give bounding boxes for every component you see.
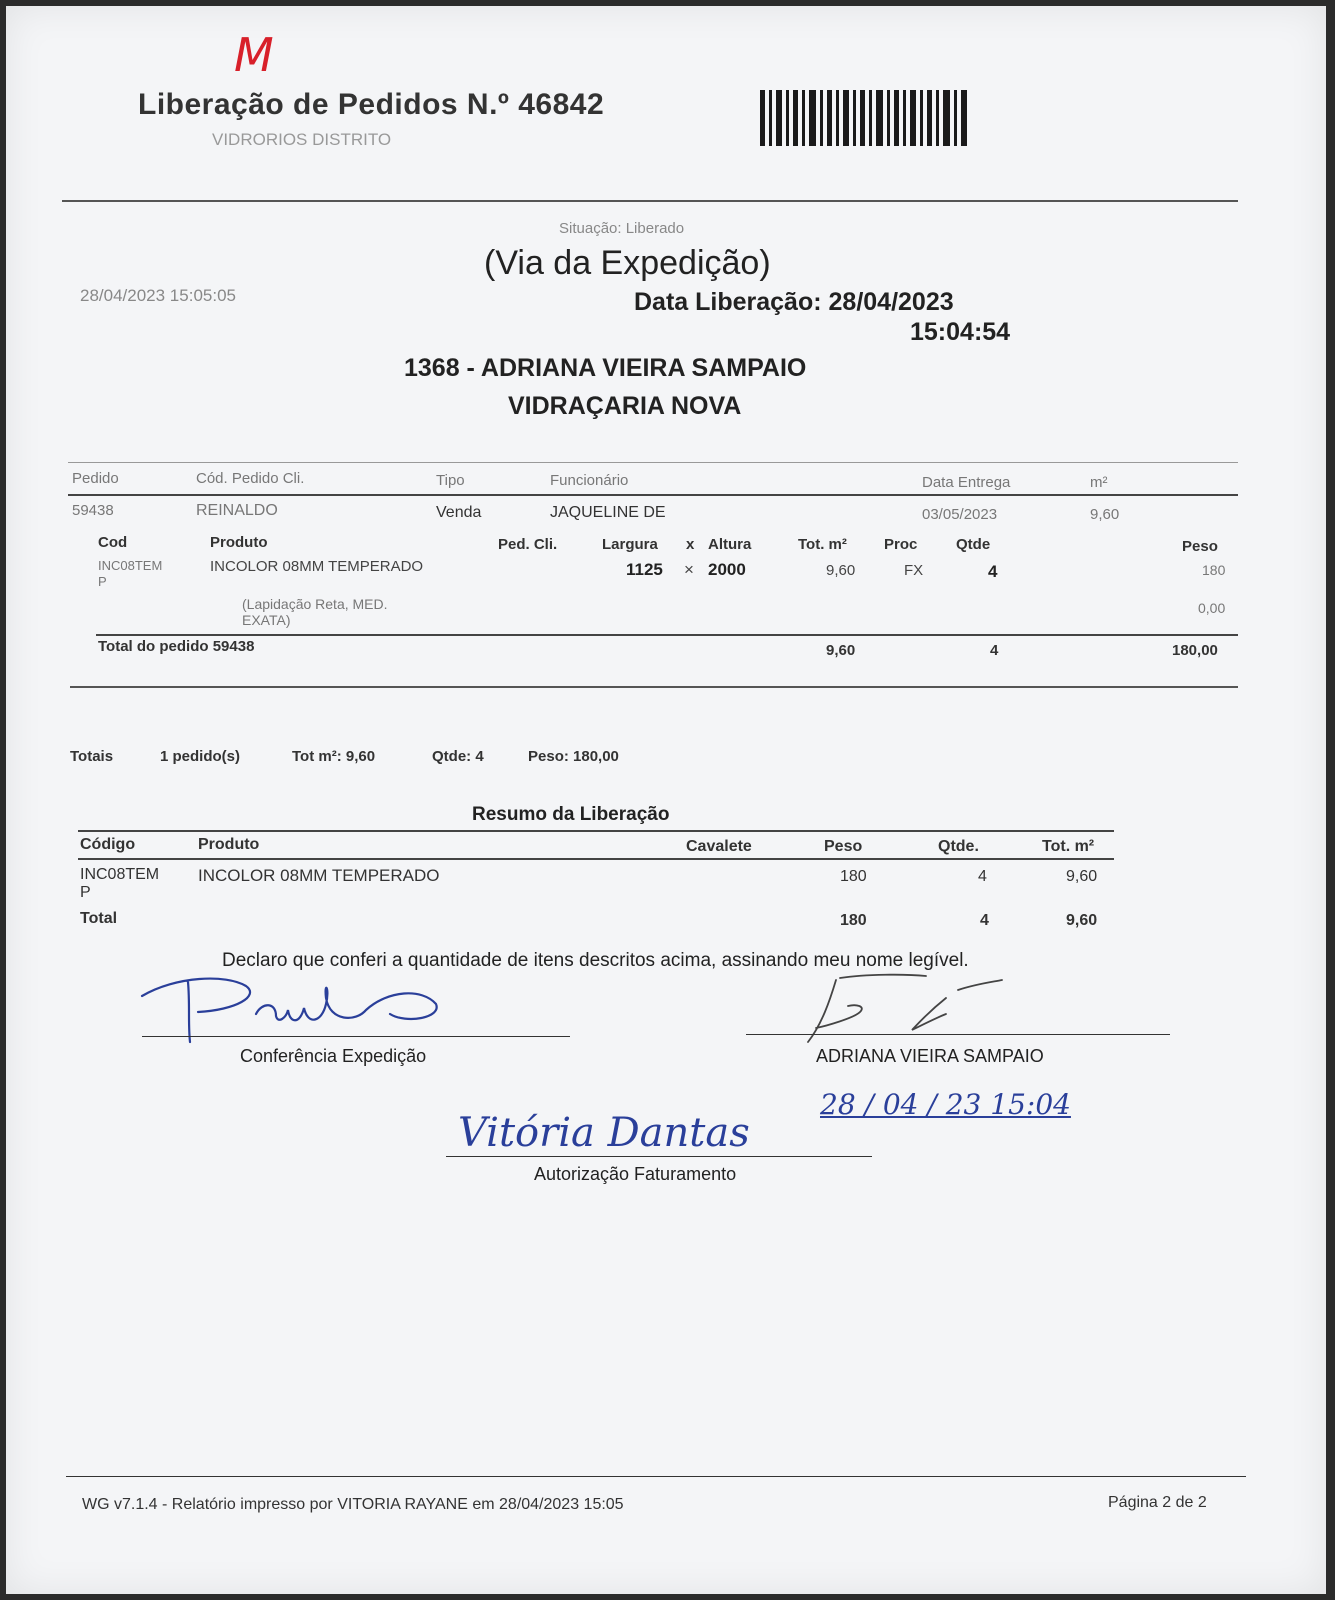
barcode-bars bbox=[760, 90, 967, 146]
red-handwritten-mark: M bbox=[234, 28, 274, 82]
signature-client bbox=[786, 970, 1016, 1050]
order-total-peso: 180,00 bbox=[1172, 642, 1218, 659]
summary-total-label: Total bbox=[80, 910, 118, 927]
order-total-label: Total do pedido 59438 bbox=[98, 638, 255, 655]
col-header-pedido: Pedido bbox=[72, 470, 119, 487]
order-pedido: 59438 bbox=[72, 502, 114, 519]
signature-label-right: ADRIANA VIEIRA SAMPAIO bbox=[816, 1046, 1044, 1066]
summary-row-codigo-line2: P bbox=[80, 884, 91, 901]
order-data-entrega: 03/05/2023 bbox=[922, 506, 998, 523]
item-cod-line2: P bbox=[98, 574, 107, 589]
totals-peso: Peso: 180,00 bbox=[528, 748, 619, 765]
col-header-m2: m² bbox=[1090, 474, 1108, 491]
release-date: Data Liberação: 28/04/2023 bbox=[634, 288, 954, 316]
totals-pedidos: 1 pedido(s) bbox=[160, 748, 241, 765]
summary-title: Resumo da Liberação bbox=[472, 804, 670, 825]
item-header-cod: Cod bbox=[98, 534, 128, 551]
summary-row-tot-m2: 9,60 bbox=[1066, 868, 1098, 885]
summary-header-cavalete: Cavalete bbox=[686, 838, 752, 855]
col-header-tipo: Tipo bbox=[436, 472, 465, 489]
summary-row-produto: INCOLOR 08MM TEMPERADO bbox=[198, 866, 440, 885]
item-peso: 180 bbox=[1202, 562, 1226, 578]
summary-total-qtde: 4 bbox=[980, 912, 989, 929]
order-total-m2: 9,60 bbox=[826, 642, 856, 659]
col-header-data-entrega: Data Entrega bbox=[922, 474, 1011, 491]
handwritten-bottom-name: Vitória Dantas bbox=[458, 1110, 750, 1156]
summary-header-produto: Produto bbox=[198, 836, 260, 853]
order-total-qtde: 4 bbox=[990, 642, 999, 659]
order-header-line bbox=[68, 494, 1238, 496]
item-largura: 1125 bbox=[626, 560, 663, 579]
item-header-peso: Peso bbox=[1182, 538, 1218, 555]
item-header-ped-cli: Ped. Cli. bbox=[498, 536, 558, 553]
via-label: (Via da Expedição) bbox=[484, 244, 771, 282]
summary-header-qtde: Qtde. bbox=[938, 838, 979, 855]
item-tot-m2: 9,60 bbox=[826, 562, 856, 579]
item-sub-line1: (Lapidação Reta, MED. bbox=[242, 596, 388, 612]
signature-line-left bbox=[142, 1036, 570, 1037]
order-funcionario: JAQUELINE DE bbox=[550, 504, 666, 521]
order-bottom-line bbox=[70, 686, 1238, 688]
item-altura: 2000 bbox=[708, 560, 746, 579]
handwritten-date: 28 / 04 / 23 15:04 bbox=[820, 1088, 1071, 1121]
item-header-tot-m2: Tot. m² bbox=[798, 536, 847, 553]
signature-label-left: Conferência Expedição bbox=[240, 1046, 427, 1066]
totals-qtde: Qtde: 4 bbox=[432, 748, 484, 765]
totals-m2: Tot m²: 9,60 bbox=[292, 748, 376, 765]
barcode-image bbox=[760, 90, 972, 146]
printed-timestamp: 28/04/2023 15:05:05 bbox=[80, 286, 236, 305]
item-x: × bbox=[684, 560, 694, 579]
footer-print-info: WG v7.1.4 - Relatório impresso por VITORIA RAYANE em 28/04/2023 15:05 bbox=[82, 1496, 624, 1513]
header-divider bbox=[62, 200, 1238, 202]
signature-line-bottom bbox=[446, 1156, 872, 1157]
item-header-largura: Largura bbox=[602, 536, 658, 553]
item-header-altura: Altura bbox=[708, 536, 752, 553]
totals-label: Totais bbox=[70, 748, 114, 765]
signature-conferencia bbox=[136, 974, 496, 1044]
item-produto: INCOLOR 08MM TEMPERADO bbox=[210, 558, 424, 575]
item-sub-line2: EXATA) bbox=[242, 612, 291, 628]
signature-line-right bbox=[746, 1034, 1170, 1035]
item-sub-peso: 0,00 bbox=[1198, 600, 1226, 616]
col-header-cod-cli: Cód. Pedido Cli. bbox=[196, 470, 305, 487]
item-header-produto: Produto bbox=[210, 534, 268, 551]
item-qtde: 4 bbox=[988, 562, 998, 581]
document-page bbox=[6, 6, 1326, 1594]
item-proc: FX bbox=[904, 562, 924, 579]
summary-row-qtde: 4 bbox=[978, 868, 987, 885]
item-header-qtde: Qtde bbox=[956, 536, 991, 553]
status-text: Situação: Liberado bbox=[559, 220, 685, 237]
summary-header-line bbox=[78, 858, 1114, 860]
item-header-proc: Proc bbox=[884, 536, 918, 553]
summary-top-line bbox=[78, 830, 1114, 832]
declaration-text: Declaro que conferi a quantidade de itens descritos acima, assinando meu nome legível. bbox=[222, 950, 969, 971]
summary-total-tot-m2: 9,60 bbox=[1066, 912, 1098, 929]
summary-header-codigo: Código bbox=[80, 836, 136, 853]
summary-row-codigo-line1: INC08TEM bbox=[80, 866, 160, 883]
signature-label-bottom: Autorização Faturamento bbox=[534, 1164, 737, 1184]
client-company: VIDRAÇARIA NOVA bbox=[508, 392, 742, 420]
document-title: Liberação de Pedidos N.º 46842 bbox=[138, 88, 605, 121]
order-tipo: Venda bbox=[436, 504, 482, 521]
footer-page-number: Página 2 de 2 bbox=[1108, 1494, 1207, 1511]
footer-line bbox=[66, 1476, 1246, 1477]
summary-header-tot-m2: Tot. m² bbox=[1042, 838, 1095, 855]
order-table-top-line bbox=[68, 462, 1238, 463]
summary-total-peso: 180 bbox=[840, 912, 867, 929]
summary-header-peso: Peso bbox=[824, 838, 863, 855]
summary-row-peso: 180 bbox=[840, 868, 867, 885]
order-total-line bbox=[96, 634, 1238, 636]
order-cod-cli: REINALDO bbox=[196, 502, 278, 519]
release-time: 15:04:54 bbox=[910, 318, 1011, 346]
company-name: VIDRORIOS DISTRITO bbox=[212, 130, 392, 149]
item-header-x: x bbox=[686, 536, 695, 553]
client-name: 1368 - ADRIANA VIEIRA SAMPAIO bbox=[404, 354, 807, 382]
order-m2: 9,60 bbox=[1090, 506, 1120, 523]
col-header-funcionario: Funcionário bbox=[550, 472, 629, 489]
item-cod-line1: INC08TEM bbox=[98, 558, 163, 573]
